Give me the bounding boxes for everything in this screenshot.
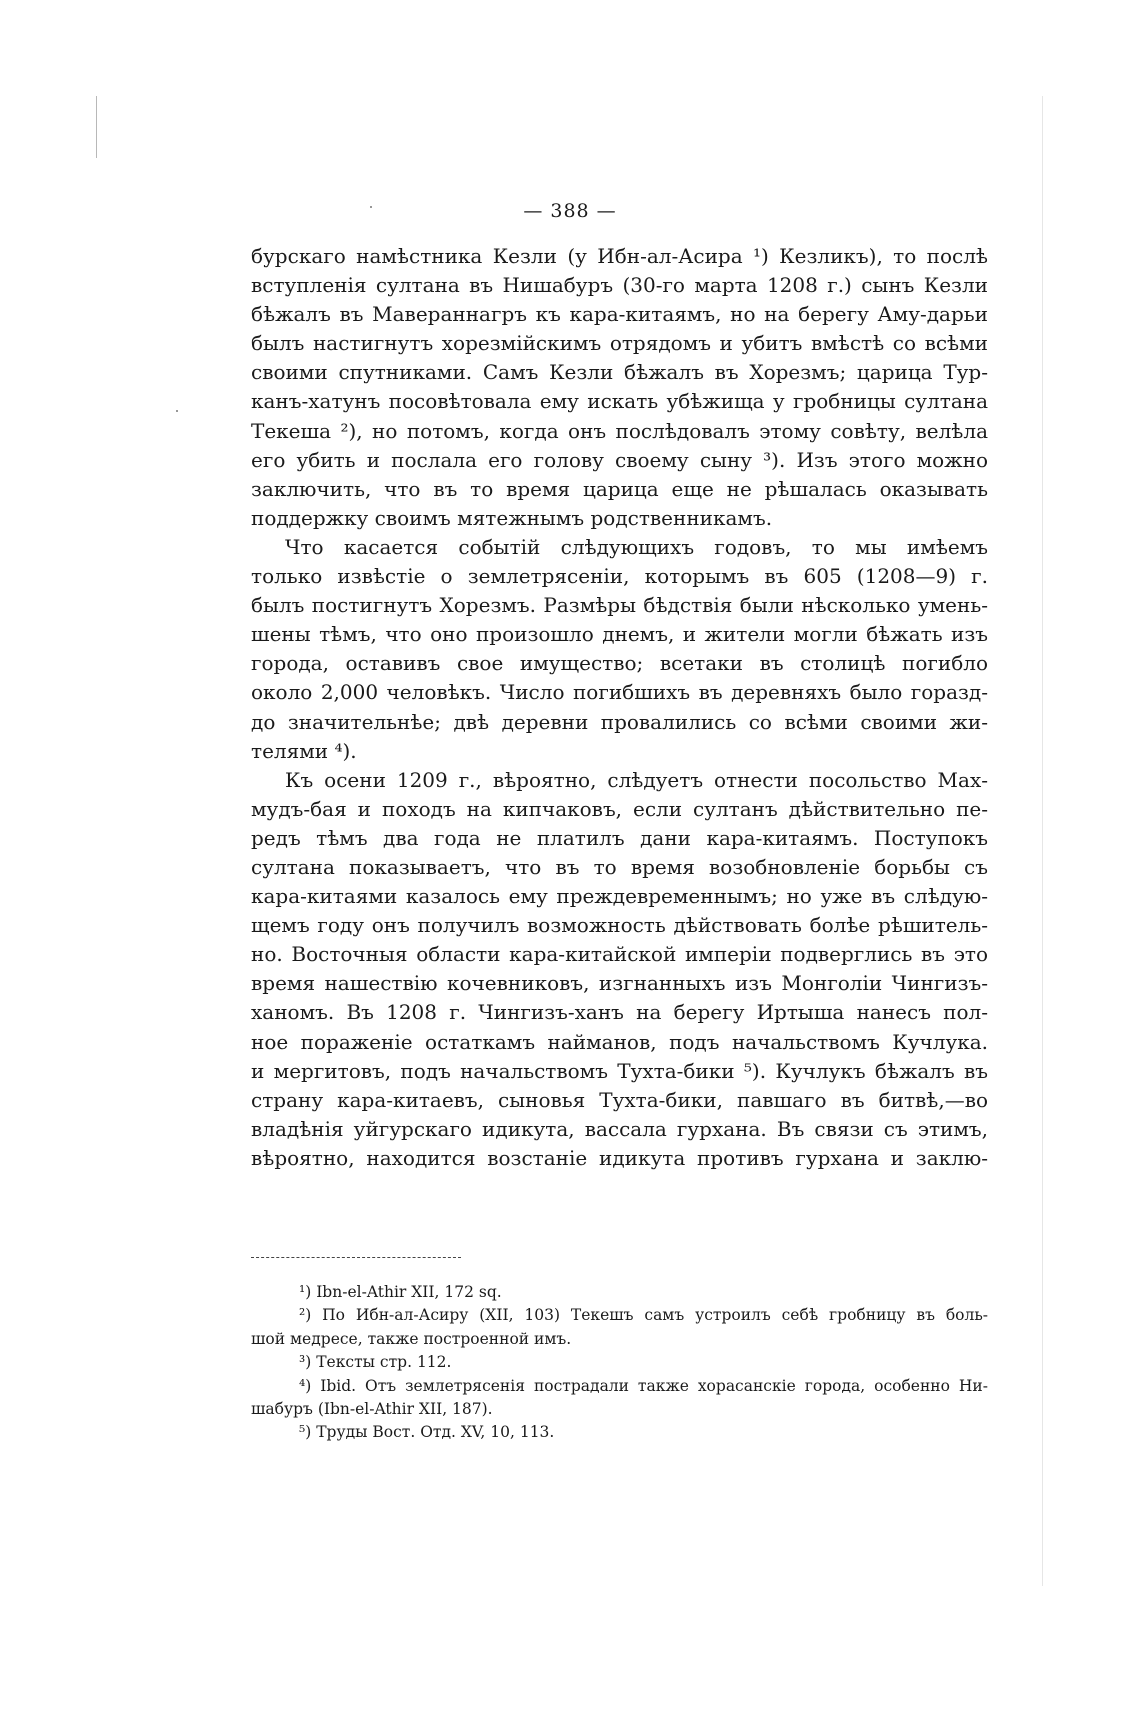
scan-edge-mark-right — [1042, 96, 1043, 1586]
footnote-2: ²) По Ибн-ал-Асиру (XII, 103) Текешъ самъ устроилъ себѣ гробницу въ боль- — [299, 1306, 988, 1325]
body-line: ное пораженіе остаткамъ найманов, подъ начальствомъ Кучлука. — [251, 1029, 988, 1054]
body-line: щемъ году онъ получилъ возможность дѣйствовать болѣе рѣшитель- — [251, 913, 988, 938]
body-line: мудъ-бая и походъ на кипчаковъ, если султанъ дѣйствительно пе- — [251, 796, 988, 821]
body-line: былъ настигнутъ хорезмійскимъ отрядомъ и убитъ вмѣстѣ со всѣми — [251, 331, 988, 356]
footnote-1: ¹) Ibn-el-Athir XII, 172 sq. — [299, 1283, 502, 1301]
body-line: около 2,000 человѣкъ. Число погибшихъ въ деревняхъ было горазд- — [251, 680, 988, 705]
body-line: страну кара-китаевъ, сыновья Тухта-бики, павшаго въ битвѣ,—во — [251, 1087, 988, 1112]
body-line: бурскаго намѣстника Кезли (у Ибн-ал-Асира ¹) Кезликъ), то послѣ — [251, 244, 988, 268]
body-line: поддержку своимъ мятежнымъ родственникамъ. — [251, 505, 773, 530]
footnote-2-continued: шой медресе, также построенной имъ. — [251, 1329, 572, 1348]
footnotes — [251, 1281, 988, 1445]
body-line: канъ-хатунъ посовѣтовала ему искать убѣжища у гробницы султана — [251, 389, 988, 414]
footnote-4-continued: шабуръ (Ibn-el-Athir XII, 187). — [251, 1399, 493, 1418]
body-line: вступленія султана въ Нишабуръ (30-го марта 1208 г.) сынъ Кезли — [251, 273, 988, 298]
body-line: былъ постигнутъ Хорезмъ. Размѣры бѣдствія были нѣсколько умень- — [251, 593, 988, 618]
body-line: заключить, что въ то время царица еще не рѣшалась оказывать — [251, 476, 988, 501]
body-line: его убить и послала его голову своему сыну ³). Изъ этого можно — [251, 447, 988, 472]
body-line: ханомъ. Въ 1208 г. Чингизъ-ханъ на берегу Иртыша нанесъ пол- — [251, 1000, 988, 1025]
body-line: до значительнѣе; двѣ деревни провалились со всѣми своими жи- — [251, 709, 988, 734]
body-line: кара-китаями казалось ему преждевременнымъ; но уже въ слѣдую- — [251, 884, 988, 909]
footnote-separator — [251, 1257, 461, 1258]
body-line: своими спутниками. Самъ Кезли бѣжалъ въ Хорезмъ; царица Тур- — [251, 360, 988, 385]
body-line: время нашествію кочевниковъ, изгнанныхъ изъ Монголіи Чингизъ- — [251, 971, 988, 996]
footnote-4: ⁴) Ibid. Отъ землетрясенія пострадали также хорасанскіе города, особенно Ни- — [299, 1376, 988, 1395]
paragraph-start-line: Что касается событій слѣдующихъ годовъ, то мы имѣемъ — [285, 534, 988, 559]
body-line: шены тѣмъ, что оно произошло днемъ, и жители могли бѣжать изъ — [251, 622, 988, 647]
paragraph-start-line: Къ осени 1209 г., вѣроятно, слѣдуетъ отнести посольство Мах- — [285, 767, 988, 792]
body-line: султана показываетъ, что въ то время возобновленіе борьбы съ — [251, 854, 988, 879]
body-line: но. Восточныя области кара-китайской имперіи подверглись въ это — [251, 942, 988, 967]
body-line: владѣнія уйгурскаго идикута, вассала гурхана. Въ связи съ этимъ, — [251, 1116, 988, 1141]
body-text — [251, 242, 988, 1173]
body-line: Текеша ²), но потомъ, когда онъ послѣдовалъ этому совѣту, велѣла — [251, 418, 988, 443]
scan-speck — [176, 410, 178, 412]
page-number: — 388 — — [523, 200, 617, 222]
footnote-3: ³) Тексты стр. 112. — [299, 1353, 452, 1372]
body-line: вѣроятно, находится возстаніе идикута противъ гурхана и заклю- — [251, 1145, 988, 1170]
body-line: города, оставивъ свое имущество; всетаки въ столицѣ погибло — [251, 651, 988, 676]
body-line: редъ тѣмъ два года не платилъ дани кара-китаямъ. Поступокъ — [251, 825, 988, 850]
body-line: бѣжалъ въ Мавераннагръ къ кара-китаямъ, но на берегу Аму-дарьи — [251, 302, 988, 327]
footnote-5: ⁵) Труды Вост. Отд. XV, 10, 113. — [299, 1423, 555, 1442]
scan-edge-mark-left — [96, 96, 97, 158]
body-line: и мергитовъ, подъ начальствомъ Тухта-бики ⁵). Кучлукъ бѣжалъ въ — [251, 1058, 988, 1083]
body-line: телями ⁴). — [251, 738, 357, 763]
body-line: только извѣстіе о землетрясеніи, которымъ въ 605 (1208—9) г. — [251, 564, 988, 589]
